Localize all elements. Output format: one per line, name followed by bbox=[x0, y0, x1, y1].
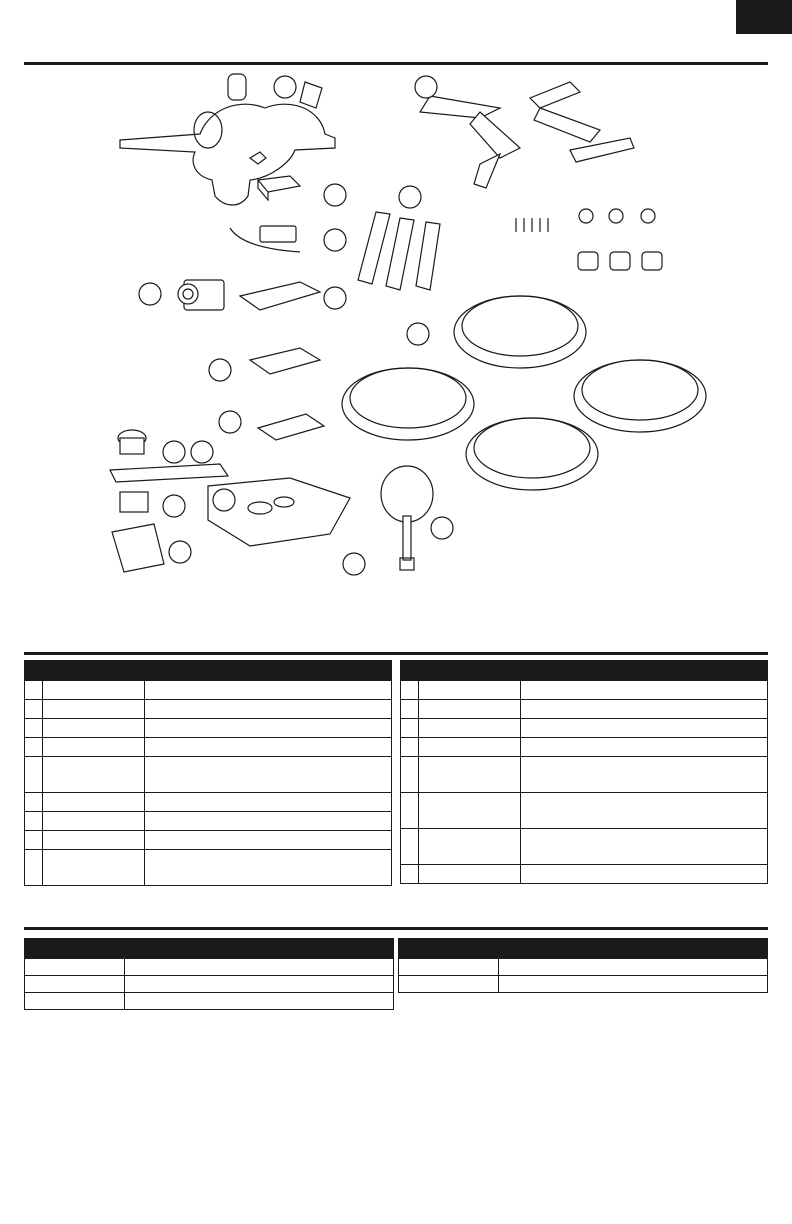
language-tab bbox=[736, 0, 792, 34]
row-part bbox=[399, 976, 499, 993]
header-description bbox=[521, 661, 768, 681]
header-description bbox=[499, 939, 768, 959]
row-part bbox=[43, 793, 145, 812]
row-number bbox=[25, 850, 43, 886]
table-row bbox=[401, 829, 768, 865]
optional-parts-divider bbox=[24, 927, 768, 930]
row-number bbox=[25, 700, 43, 719]
row-part bbox=[419, 865, 521, 884]
row-number bbox=[401, 865, 419, 884]
row-part bbox=[43, 738, 145, 757]
table-row bbox=[401, 700, 768, 719]
row-description bbox=[499, 976, 768, 993]
parts-table-left bbox=[24, 660, 392, 886]
row-description bbox=[521, 738, 768, 757]
row-number bbox=[25, 738, 43, 757]
header-description bbox=[125, 939, 394, 959]
row-description bbox=[521, 681, 768, 700]
table-row bbox=[401, 793, 768, 829]
row-number bbox=[25, 793, 43, 812]
exploded-parts-diagram bbox=[100, 68, 740, 628]
table-row bbox=[25, 959, 394, 976]
table-row bbox=[25, 738, 392, 757]
row-part bbox=[25, 959, 125, 976]
table-row bbox=[401, 757, 768, 793]
header-part bbox=[25, 939, 125, 959]
table-row bbox=[25, 993, 394, 1010]
table-row bbox=[401, 719, 768, 738]
row-description bbox=[145, 793, 392, 812]
row-description bbox=[145, 812, 392, 831]
table-header-row bbox=[25, 661, 392, 681]
row-part bbox=[43, 850, 145, 886]
table-row bbox=[25, 681, 392, 700]
hardware-illustration bbox=[516, 209, 662, 270]
row-part bbox=[419, 700, 521, 719]
row-part bbox=[419, 719, 521, 738]
table-row bbox=[25, 831, 392, 850]
row-description bbox=[145, 850, 392, 886]
parts-table-right bbox=[400, 660, 768, 884]
row-description bbox=[521, 793, 768, 829]
row-part bbox=[43, 812, 145, 831]
header-part bbox=[419, 661, 521, 681]
optional-parts-table-left bbox=[24, 938, 394, 1010]
row-number bbox=[401, 700, 419, 719]
row-description bbox=[521, 865, 768, 884]
table-row bbox=[401, 865, 768, 884]
row-number bbox=[401, 681, 419, 700]
row-description bbox=[145, 757, 392, 793]
table-row bbox=[25, 757, 392, 793]
row-number bbox=[25, 681, 43, 700]
optional-parts-table-right bbox=[398, 938, 768, 993]
row-number bbox=[25, 757, 43, 793]
table-header-row bbox=[399, 939, 768, 959]
row-description bbox=[521, 829, 768, 865]
row-part bbox=[419, 681, 521, 700]
antenna-illustration bbox=[381, 466, 433, 570]
row-number bbox=[401, 738, 419, 757]
frame-arms-illustration bbox=[358, 212, 440, 290]
table-row bbox=[25, 850, 392, 886]
row-number bbox=[25, 719, 43, 738]
row-part bbox=[43, 681, 145, 700]
table-row bbox=[401, 681, 768, 700]
row-part bbox=[43, 757, 145, 793]
row-description bbox=[145, 681, 392, 700]
header-part bbox=[399, 939, 499, 959]
header-description bbox=[145, 661, 392, 681]
row-part bbox=[25, 993, 125, 1010]
row-part bbox=[43, 719, 145, 738]
row-number bbox=[401, 829, 419, 865]
row-number bbox=[25, 812, 43, 831]
row-number bbox=[401, 757, 419, 793]
row-description bbox=[145, 831, 392, 850]
table-row bbox=[25, 976, 394, 993]
row-description bbox=[125, 993, 394, 1010]
header-number bbox=[401, 661, 419, 681]
row-part bbox=[419, 829, 521, 865]
row-description bbox=[145, 700, 392, 719]
row-description bbox=[521, 700, 768, 719]
top-divider bbox=[24, 62, 768, 65]
row-description bbox=[125, 959, 394, 976]
table-row bbox=[25, 812, 392, 831]
table-row bbox=[399, 976, 768, 993]
row-number bbox=[25, 831, 43, 850]
row-description bbox=[145, 738, 392, 757]
row-part bbox=[419, 757, 521, 793]
row-description bbox=[125, 976, 394, 993]
row-description bbox=[521, 719, 768, 738]
row-part bbox=[419, 738, 521, 757]
table-row bbox=[25, 700, 392, 719]
header-number bbox=[25, 661, 43, 681]
row-description bbox=[499, 959, 768, 976]
canopy-illustration bbox=[120, 74, 335, 205]
row-number bbox=[401, 793, 419, 829]
row-part bbox=[25, 976, 125, 993]
table-row bbox=[401, 738, 768, 757]
table-row bbox=[25, 719, 392, 738]
table-header-row bbox=[25, 939, 394, 959]
row-description bbox=[521, 757, 768, 793]
header-part bbox=[43, 661, 145, 681]
table-row bbox=[25, 793, 392, 812]
row-part bbox=[43, 831, 145, 850]
fpv-camera-illustration bbox=[178, 280, 224, 310]
row-part bbox=[419, 793, 521, 829]
row-number bbox=[401, 719, 419, 738]
table-row bbox=[399, 959, 768, 976]
table-header-row bbox=[401, 661, 768, 681]
row-part bbox=[399, 959, 499, 976]
prop-guards-illustration bbox=[342, 296, 706, 490]
row-part bbox=[43, 700, 145, 719]
parts-section-divider bbox=[24, 652, 768, 655]
row-description bbox=[145, 719, 392, 738]
propellers-illustration bbox=[420, 82, 634, 188]
